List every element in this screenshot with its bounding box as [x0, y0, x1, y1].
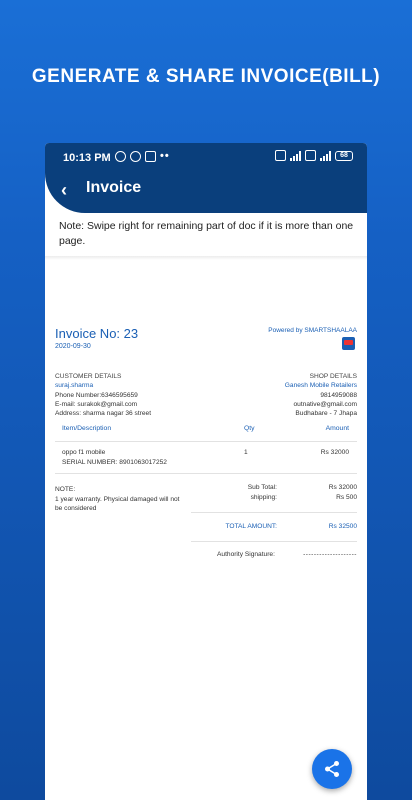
invoice-date: 2020-09-30	[55, 343, 91, 350]
customer-address: Address: sharma nagar 36 street	[55, 410, 152, 418]
notes-text: 1 year warranty. Physical damaged will not be considered	[55, 495, 180, 512]
status-bar	[45, 143, 367, 171]
upload-icon	[145, 151, 156, 162]
share-icon	[323, 760, 341, 778]
subtotal-label: Sub Total:	[247, 484, 277, 491]
mute-icon	[115, 151, 126, 162]
alarm-icon	[130, 151, 141, 162]
swipe-note: Note: Swipe right for remaining part of doc if it is more than one page.	[59, 220, 354, 247]
customer-phone: Phone Number:6346595659	[55, 391, 138, 399]
status-time: 10:13 PM	[63, 152, 111, 164]
shop-logo-icon	[342, 337, 355, 350]
customer-name: suraj.sharma	[55, 382, 94, 390]
notes	[55, 485, 185, 514]
table-divider	[55, 441, 357, 442]
shipping-label: shipping:	[250, 494, 277, 501]
total-value: Rs 32500	[328, 523, 357, 530]
headline: GENERATE & SHARE INVOICE(BILL)	[31, 66, 381, 87]
app-bar	[45, 171, 367, 213]
page-title: Invoice	[86, 179, 142, 196]
powered-by: Powered by SMARTSHAALAA	[268, 327, 357, 334]
item-name: oppo f1 mobile	[62, 449, 106, 456]
customer-details	[55, 372, 151, 418]
table-header	[55, 425, 357, 441]
item-serial: SERIAL NUMBER: 8901063017252	[62, 458, 167, 466]
summary-divider	[191, 512, 357, 513]
signal-icon-2	[320, 151, 331, 161]
total-divider	[191, 541, 357, 542]
customer-email: E-mail: surakok@gmail.com	[55, 400, 138, 408]
shop-name: Ganesh Mobile Retailers	[284, 382, 357, 390]
shipping-value: Rs 500	[336, 494, 357, 501]
divider	[45, 256, 367, 260]
share-button[interactable]	[312, 749, 352, 789]
shop-heading: SHOP DETAILS	[309, 373, 357, 380]
phone-screen	[45, 143, 367, 800]
header-item: Item/Description	[62, 425, 112, 432]
signature-label: Authority Signature:	[217, 551, 275, 558]
signal-icon	[290, 151, 301, 161]
volte-icon-2	[305, 150, 316, 161]
item-amount: Rs 32000	[320, 449, 349, 456]
shop-email: outnative@gmail.com	[293, 400, 357, 408]
volte-icon	[275, 150, 286, 161]
customer-heading: CUSTOMER DETAILS	[55, 373, 122, 380]
subtotal-value: Rs 32000	[328, 484, 357, 491]
notes-label: NOTE:	[55, 486, 76, 493]
more-notifications-icon: ••	[160, 150, 170, 162]
signature-line: --------------------	[303, 551, 357, 558]
header-qty: Qty	[244, 425, 255, 432]
invoice-number: Invoice No: 23	[55, 326, 139, 341]
battery-icon: 68	[335, 151, 353, 161]
total-label: TOTAL AMOUNT:	[225, 523, 277, 530]
shop-phone: 9814959088	[320, 391, 357, 399]
header-amount: Amount	[325, 425, 349, 432]
shop-address: Budhabare - 7 Jhapa	[295, 410, 357, 418]
item-qty: 1	[244, 449, 248, 456]
shop-details	[285, 372, 357, 418]
row-divider	[55, 473, 357, 474]
back-arrow-icon[interactable]: ‹	[61, 180, 67, 200]
